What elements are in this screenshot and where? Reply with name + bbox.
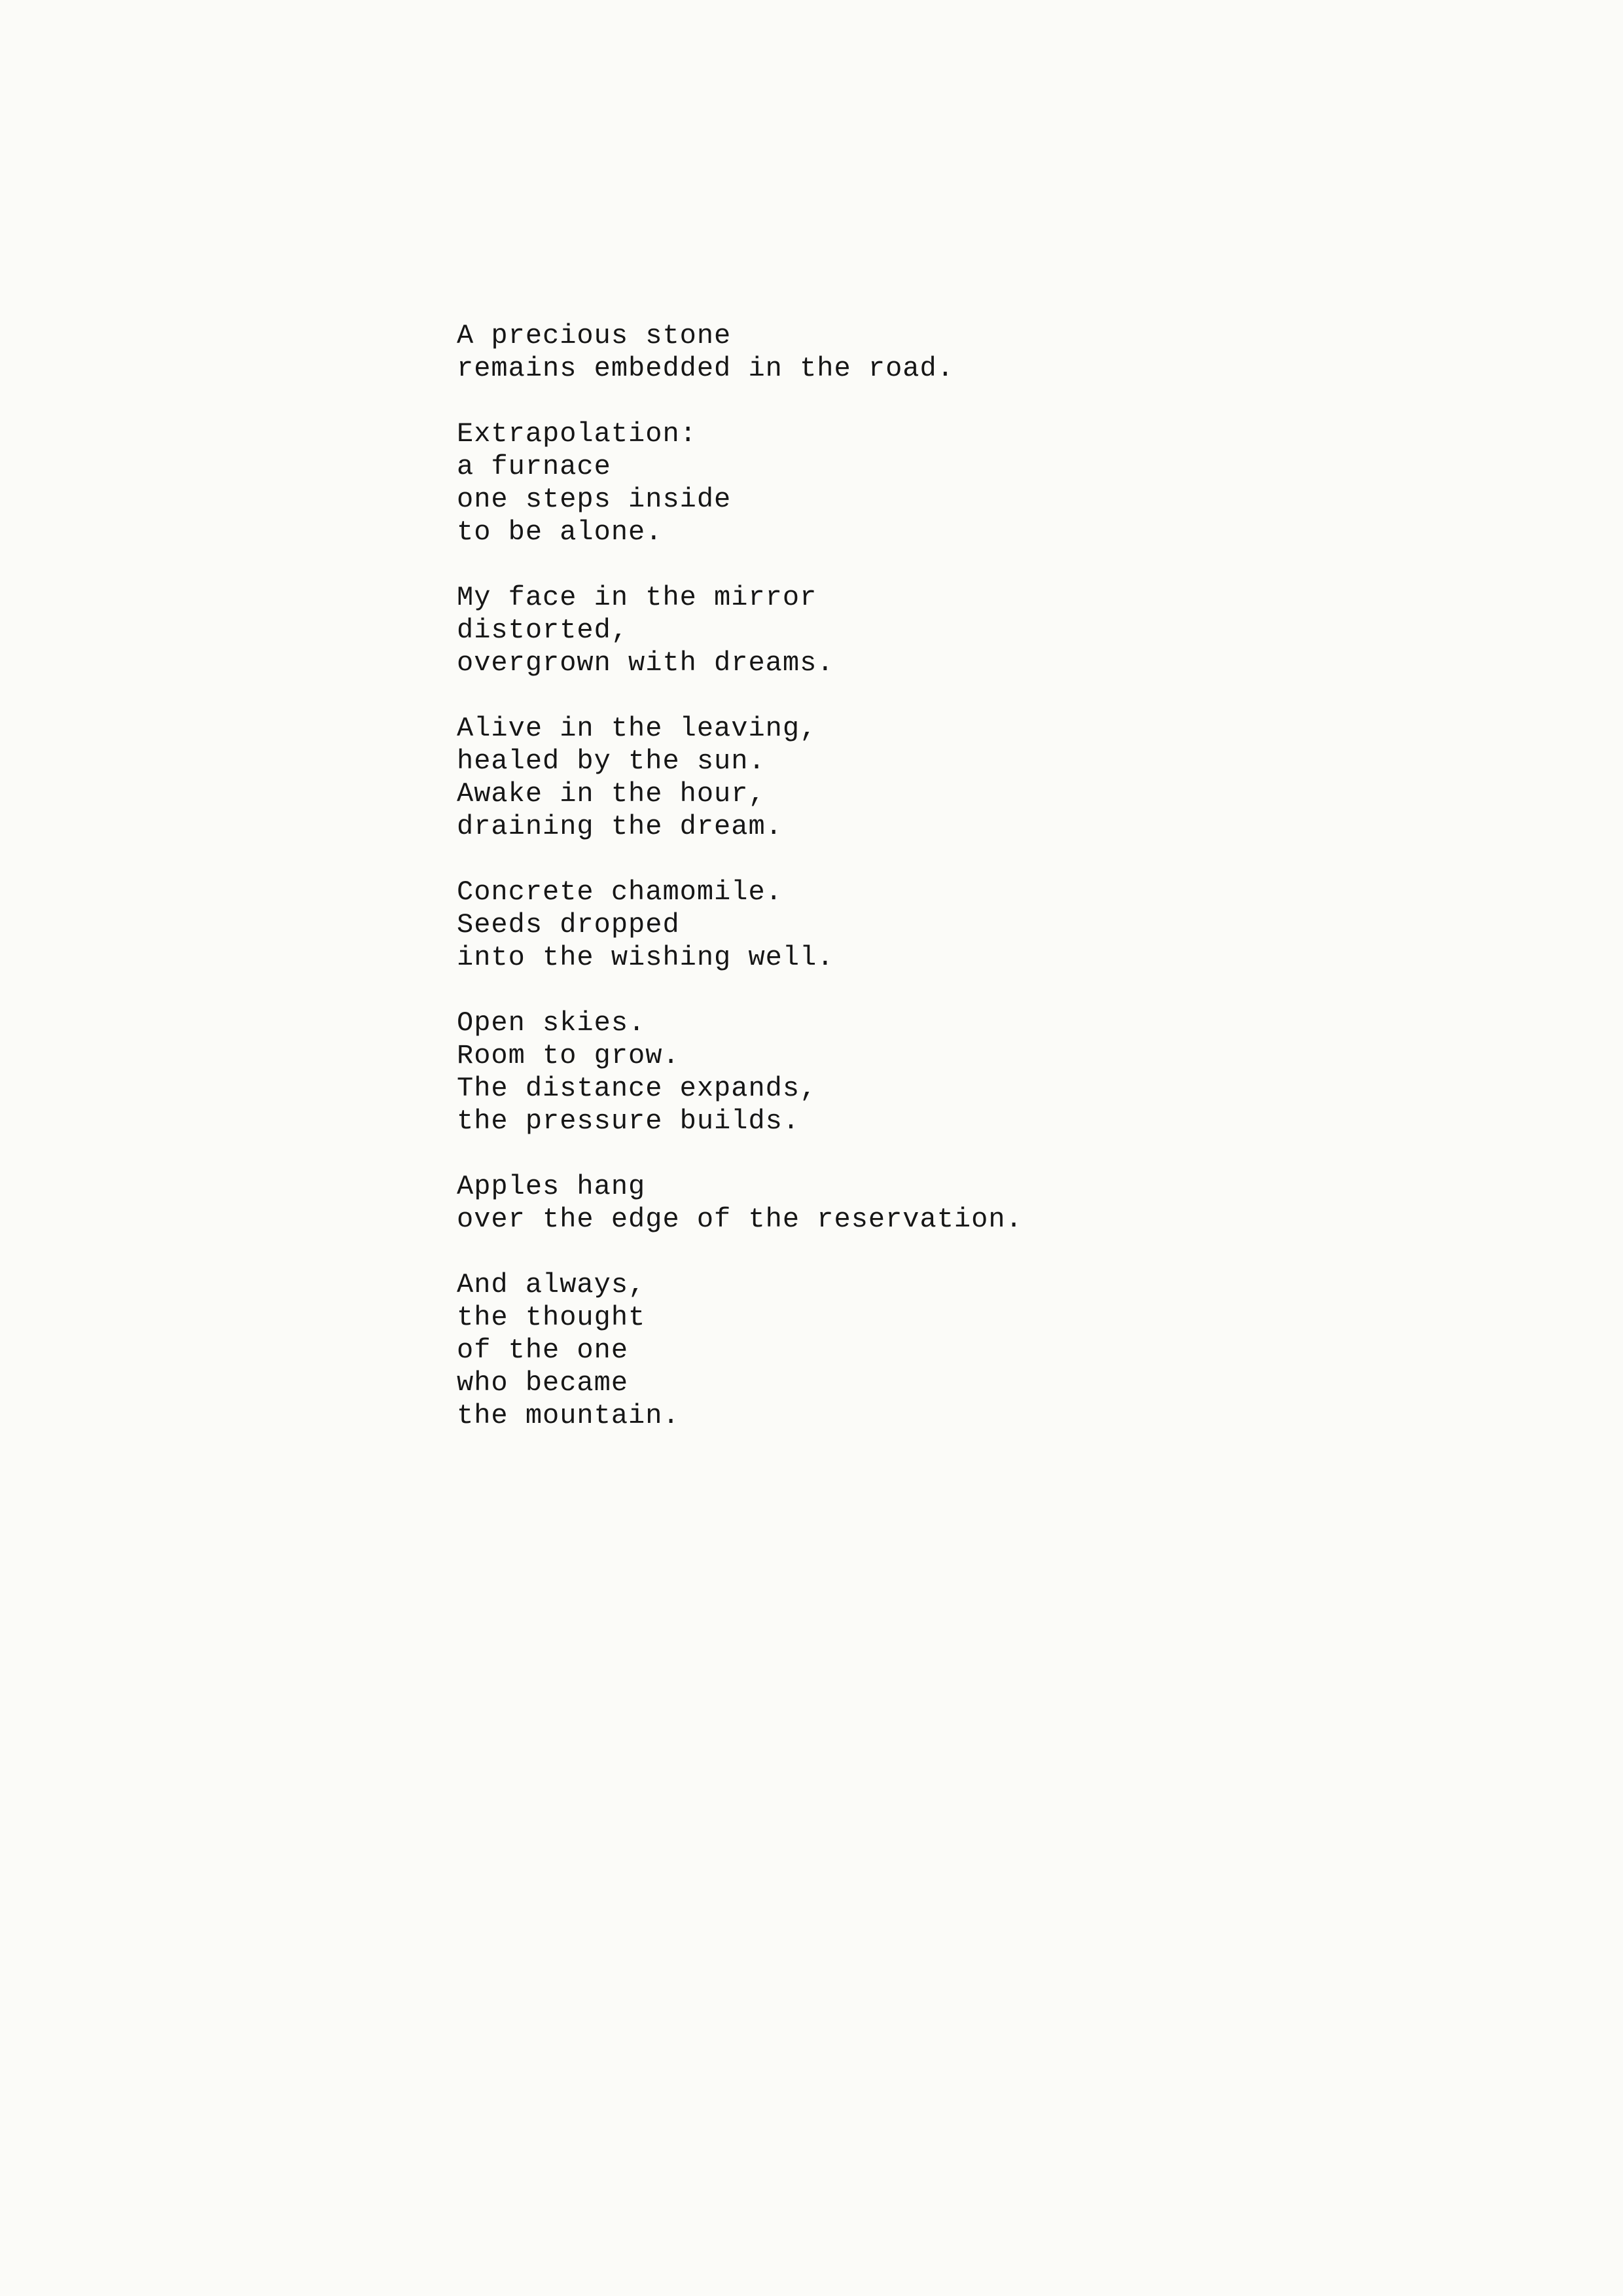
poem-line: over the edge of the reservation. bbox=[457, 1204, 1023, 1235]
stanza-3 bbox=[457, 581, 1569, 679]
poem-line: to be alone. bbox=[457, 516, 663, 548]
poem-line: And always, bbox=[457, 1269, 646, 1300]
poem-line: Apples hang bbox=[457, 1171, 646, 1202]
stanza-2 bbox=[457, 418, 1569, 548]
poem-line: Extrapolation: bbox=[457, 418, 697, 450]
poem-line: distorted, bbox=[457, 615, 629, 646]
poem-line: Room to grow. bbox=[457, 1040, 680, 1071]
poem-line: the pressure builds. bbox=[457, 1105, 800, 1137]
stanza-7 bbox=[457, 1170, 1569, 1236]
poem-line: of the one bbox=[457, 1335, 629, 1366]
poem-line: A precious stone bbox=[457, 320, 732, 351]
poem-body bbox=[457, 319, 1569, 1465]
poem-line: one steps inside bbox=[457, 484, 732, 515]
poem-line: the thought bbox=[457, 1302, 646, 1333]
poem-line: into the wishing well. bbox=[457, 942, 834, 973]
poem-line: Concrete chamomile. bbox=[457, 876, 783, 908]
poem-line: Alive in the leaving, bbox=[457, 713, 817, 744]
poem-line: remains embedded in the road. bbox=[457, 353, 954, 384]
stanza-8 bbox=[457, 1268, 1569, 1432]
poem-line: a furnace bbox=[457, 451, 611, 482]
poem-line: Seeds dropped bbox=[457, 909, 680, 941]
poem-line: My face in the mirror bbox=[457, 582, 817, 613]
poem-line: The distance expands, bbox=[457, 1073, 817, 1104]
stanza-4 bbox=[457, 712, 1569, 843]
poem-line: draining the dream. bbox=[457, 811, 783, 842]
poem-line: Awake in the hour, bbox=[457, 778, 766, 810]
poem-line: healed by the sun. bbox=[457, 745, 766, 777]
poem-line: who became bbox=[457, 1367, 629, 1399]
stanza-1 bbox=[457, 319, 1569, 385]
poem-line: Open skies. bbox=[457, 1007, 646, 1039]
stanza-5 bbox=[457, 876, 1569, 974]
stanza-6 bbox=[457, 1007, 1569, 1138]
poem-line: overgrown with dreams. bbox=[457, 647, 834, 679]
poem-line: the mountain. bbox=[457, 1400, 680, 1431]
